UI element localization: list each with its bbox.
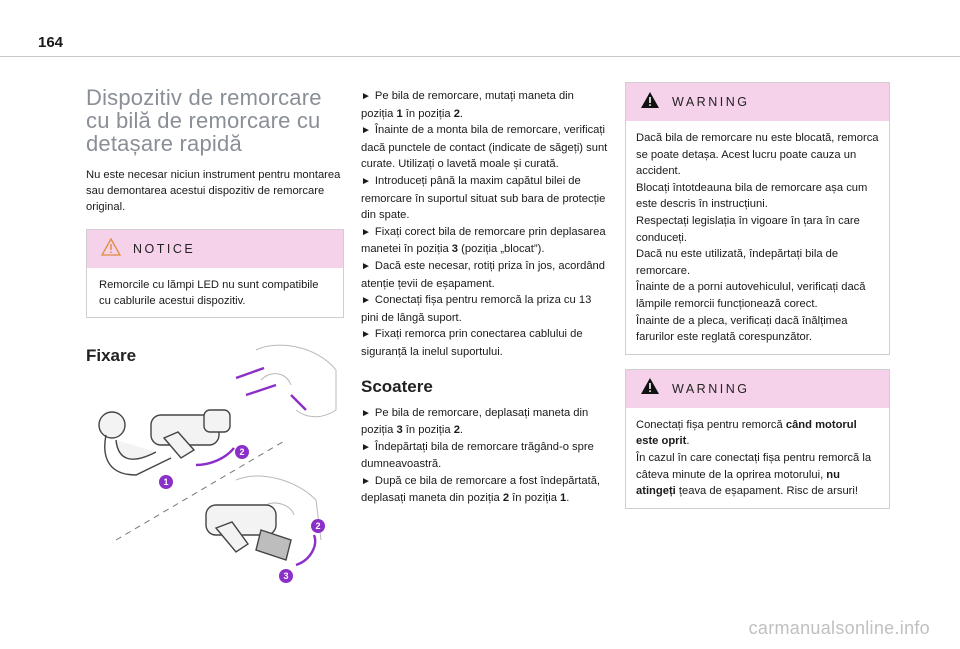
notice-header bbox=[87, 230, 343, 268]
step-item: ► Înainte de a monta bila de remorcare, verificați dacă punctele de contact (indicate de săgeți) sunt curate. Utilizați o lavetă moale și curată. bbox=[361, 124, 608, 171]
step-item: ► Conectați fișa pentru remorcă la priza cu 13 pini de lângă suport. bbox=[361, 294, 592, 324]
section-title bbox=[86, 86, 344, 155]
scoatere-steps bbox=[361, 405, 609, 508]
tow-ball-illustration bbox=[86, 340, 340, 590]
callout-2b-label: 2 bbox=[315, 521, 321, 531]
step-item: ► Dacă este necesar, rotiți priza în jos, acordând atenție țevii de eșapament. bbox=[361, 259, 605, 290]
scoatere-heading: Scoatere bbox=[361, 376, 433, 396]
column-left bbox=[86, 80, 344, 380]
step-item: ► Introduceți până la maxim capătul bilei de remorcare în suportul situat sub bara de protecție din spate. bbox=[361, 174, 606, 222]
callout-1-label: 1 bbox=[163, 477, 169, 487]
warning-label-2: WARNING bbox=[672, 381, 750, 396]
step-item: ► Fixați remorca prin conectarea cablului de siguranță la inelul suportului. bbox=[361, 328, 583, 358]
step-item: ► Pe bila de remorcare, deplasați maneta din poziția 3 în poziția 2. bbox=[361, 406, 589, 437]
column-middle bbox=[361, 88, 609, 507]
notice-label: NOTICE bbox=[133, 242, 196, 256]
notice-box bbox=[86, 229, 344, 318]
fixare-heading: Fixare bbox=[86, 346, 137, 366]
step-item: ► Pe bila de remorcare, mutați maneta din poziția 1 în poziția 2. bbox=[361, 90, 574, 120]
warning-text-1: Dacă bila de remorcare nu este blocată, remorca se poate detașa. Acest lucru poate cauza un accident. Blocați întotdeauna bila de remorcare așa cum este descris în instrucțiuni. Respectați legislația în vigoare în țara în care conduceți. Dacă nu este utilizată, îndepărtați bila de remorcare. Înainte de a porni autovehiculul, verificați dacă lămpile remorcii funcționează corect. Înainte de a pleca, verificați dacă înălțimea farurilor este reglată corespunzător. bbox=[636, 132, 879, 344]
warning-box-1 bbox=[625, 82, 890, 355]
warning-text-2: Conectați fișa pentru remorcă când motorul este oprit. În cazul în care conectați fișa pentru remorcă la câteva minute de la oprirea motorului, nu atingeți țeava de eșapament. Risc de arsuri! bbox=[636, 418, 872, 498]
warning-header-1 bbox=[626, 83, 889, 121]
callout-3-label: 3 bbox=[283, 571, 289, 581]
page-number: 164 bbox=[38, 34, 64, 51]
step-item: ► Îndepărtați bila de remorcare trăgând-o spre dumneavoastră. bbox=[361, 440, 594, 471]
fixare-steps bbox=[361, 88, 609, 361]
callout-2-label: 2 bbox=[239, 447, 245, 457]
column-right bbox=[625, 80, 890, 509]
intro-text: Nu este necesar niciun instrument pentru montarea sau demontarea acestui dispozitiv de remorcare original. bbox=[86, 169, 341, 213]
watermark: carmanualsonline.info bbox=[748, 618, 930, 638]
warning-label-1: WARNING bbox=[672, 95, 750, 109]
notice-text: Remorcile cu lămpi LED nu sunt compatibile cu cablurile acestui dispozitiv. bbox=[99, 279, 319, 307]
step-item: ► Fixați corect bila de remorcare prin deplasarea manetei în poziția 3 (poziția „blocat”). bbox=[361, 225, 606, 256]
warning-header-2 bbox=[626, 370, 889, 408]
title-line-3: detașare rapidă bbox=[86, 131, 242, 156]
top-rule bbox=[0, 56, 960, 57]
warning-box-2 bbox=[625, 369, 890, 509]
title-line-2: cu bilă de remorcare cu bbox=[86, 108, 321, 133]
warning-icon bbox=[640, 377, 660, 400]
step-item: ► După ce bila de remorcare a fost îndepărtată, deplasați maneta din poziția 2 în poziția 1. bbox=[361, 474, 601, 505]
title-line-1: Dispozitiv de remorcare bbox=[86, 85, 322, 110]
notice-icon bbox=[101, 238, 121, 261]
warning-icon bbox=[640, 91, 660, 114]
